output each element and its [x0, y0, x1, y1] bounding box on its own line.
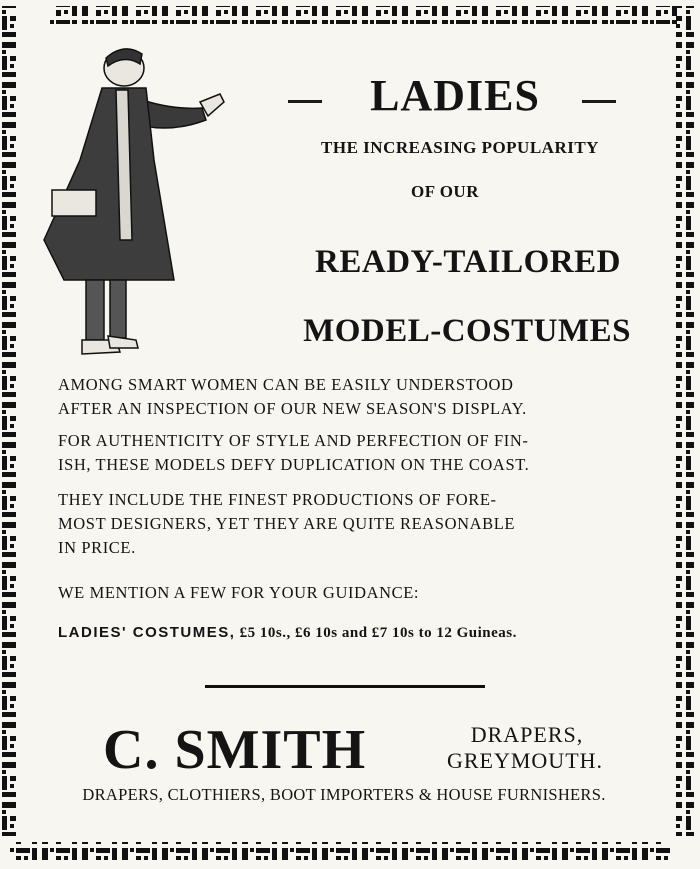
price-line	[58, 624, 517, 642]
paragraph-2-line-2: ISH, THESE MODELS DEFY DUPLICATION ON THE COAST.	[58, 455, 530, 474]
paragraph-1-line-2: AFTER AN INSPECTION OF OUR NEW SEASON'S DISPLAY.	[58, 399, 527, 418]
paragraph-3-line-3: IN PRICE.	[58, 538, 136, 557]
gentleman-illustration	[24, 40, 234, 370]
divider-rule	[205, 685, 485, 688]
guidance-line: WE MENTION A FEW FOR YOUR GUIDANCE:	[58, 583, 420, 602]
firm-trade: DRAPERS,	[470, 722, 584, 747]
paragraph-1-line-1: AMONG SMART WOMEN CAN BE EASILY UNDERSTOOD	[58, 375, 514, 394]
price-values: £5 10s., £6 10s and £7 10s to 12 Guineas.	[239, 625, 517, 641]
paragraph-3-line-1: THEY INCLUDE THE FINEST PRODUCTIONS OF FORE-	[58, 490, 497, 509]
product-line-2: MODEL-COSTUMES	[303, 313, 631, 349]
headline-dash-right	[582, 100, 616, 103]
tagline-line-1: THE INCREASING POPULARITY	[321, 138, 599, 157]
paragraph-3	[58, 488, 628, 560]
price-label: LADIES' COSTUMES,	[58, 624, 236, 641]
headline: LADIES	[370, 71, 540, 120]
paragraph-2	[58, 429, 628, 477]
paragraph-2-line-1: FOR AUTHENTICITY OF STYLE AND PERFECTION OF FIN-	[58, 431, 529, 450]
firm-name: C. SMITH	[103, 719, 367, 781]
paragraph-3-line-2: MOST DESIGNERS, YET THEY ARE QUITE REASONABLE	[58, 514, 516, 533]
product-line-1: READY-TAILORED	[315, 244, 621, 280]
tagline-line-2: OF OUR	[410, 182, 479, 201]
firm-services: DRAPERS, CLOTHIERS, BOOT IMPORTERS & HOUSE FURNISHERS.	[82, 785, 606, 804]
firm-town: GREYMOUTH.	[446, 748, 604, 773]
paragraph-1	[58, 373, 628, 421]
